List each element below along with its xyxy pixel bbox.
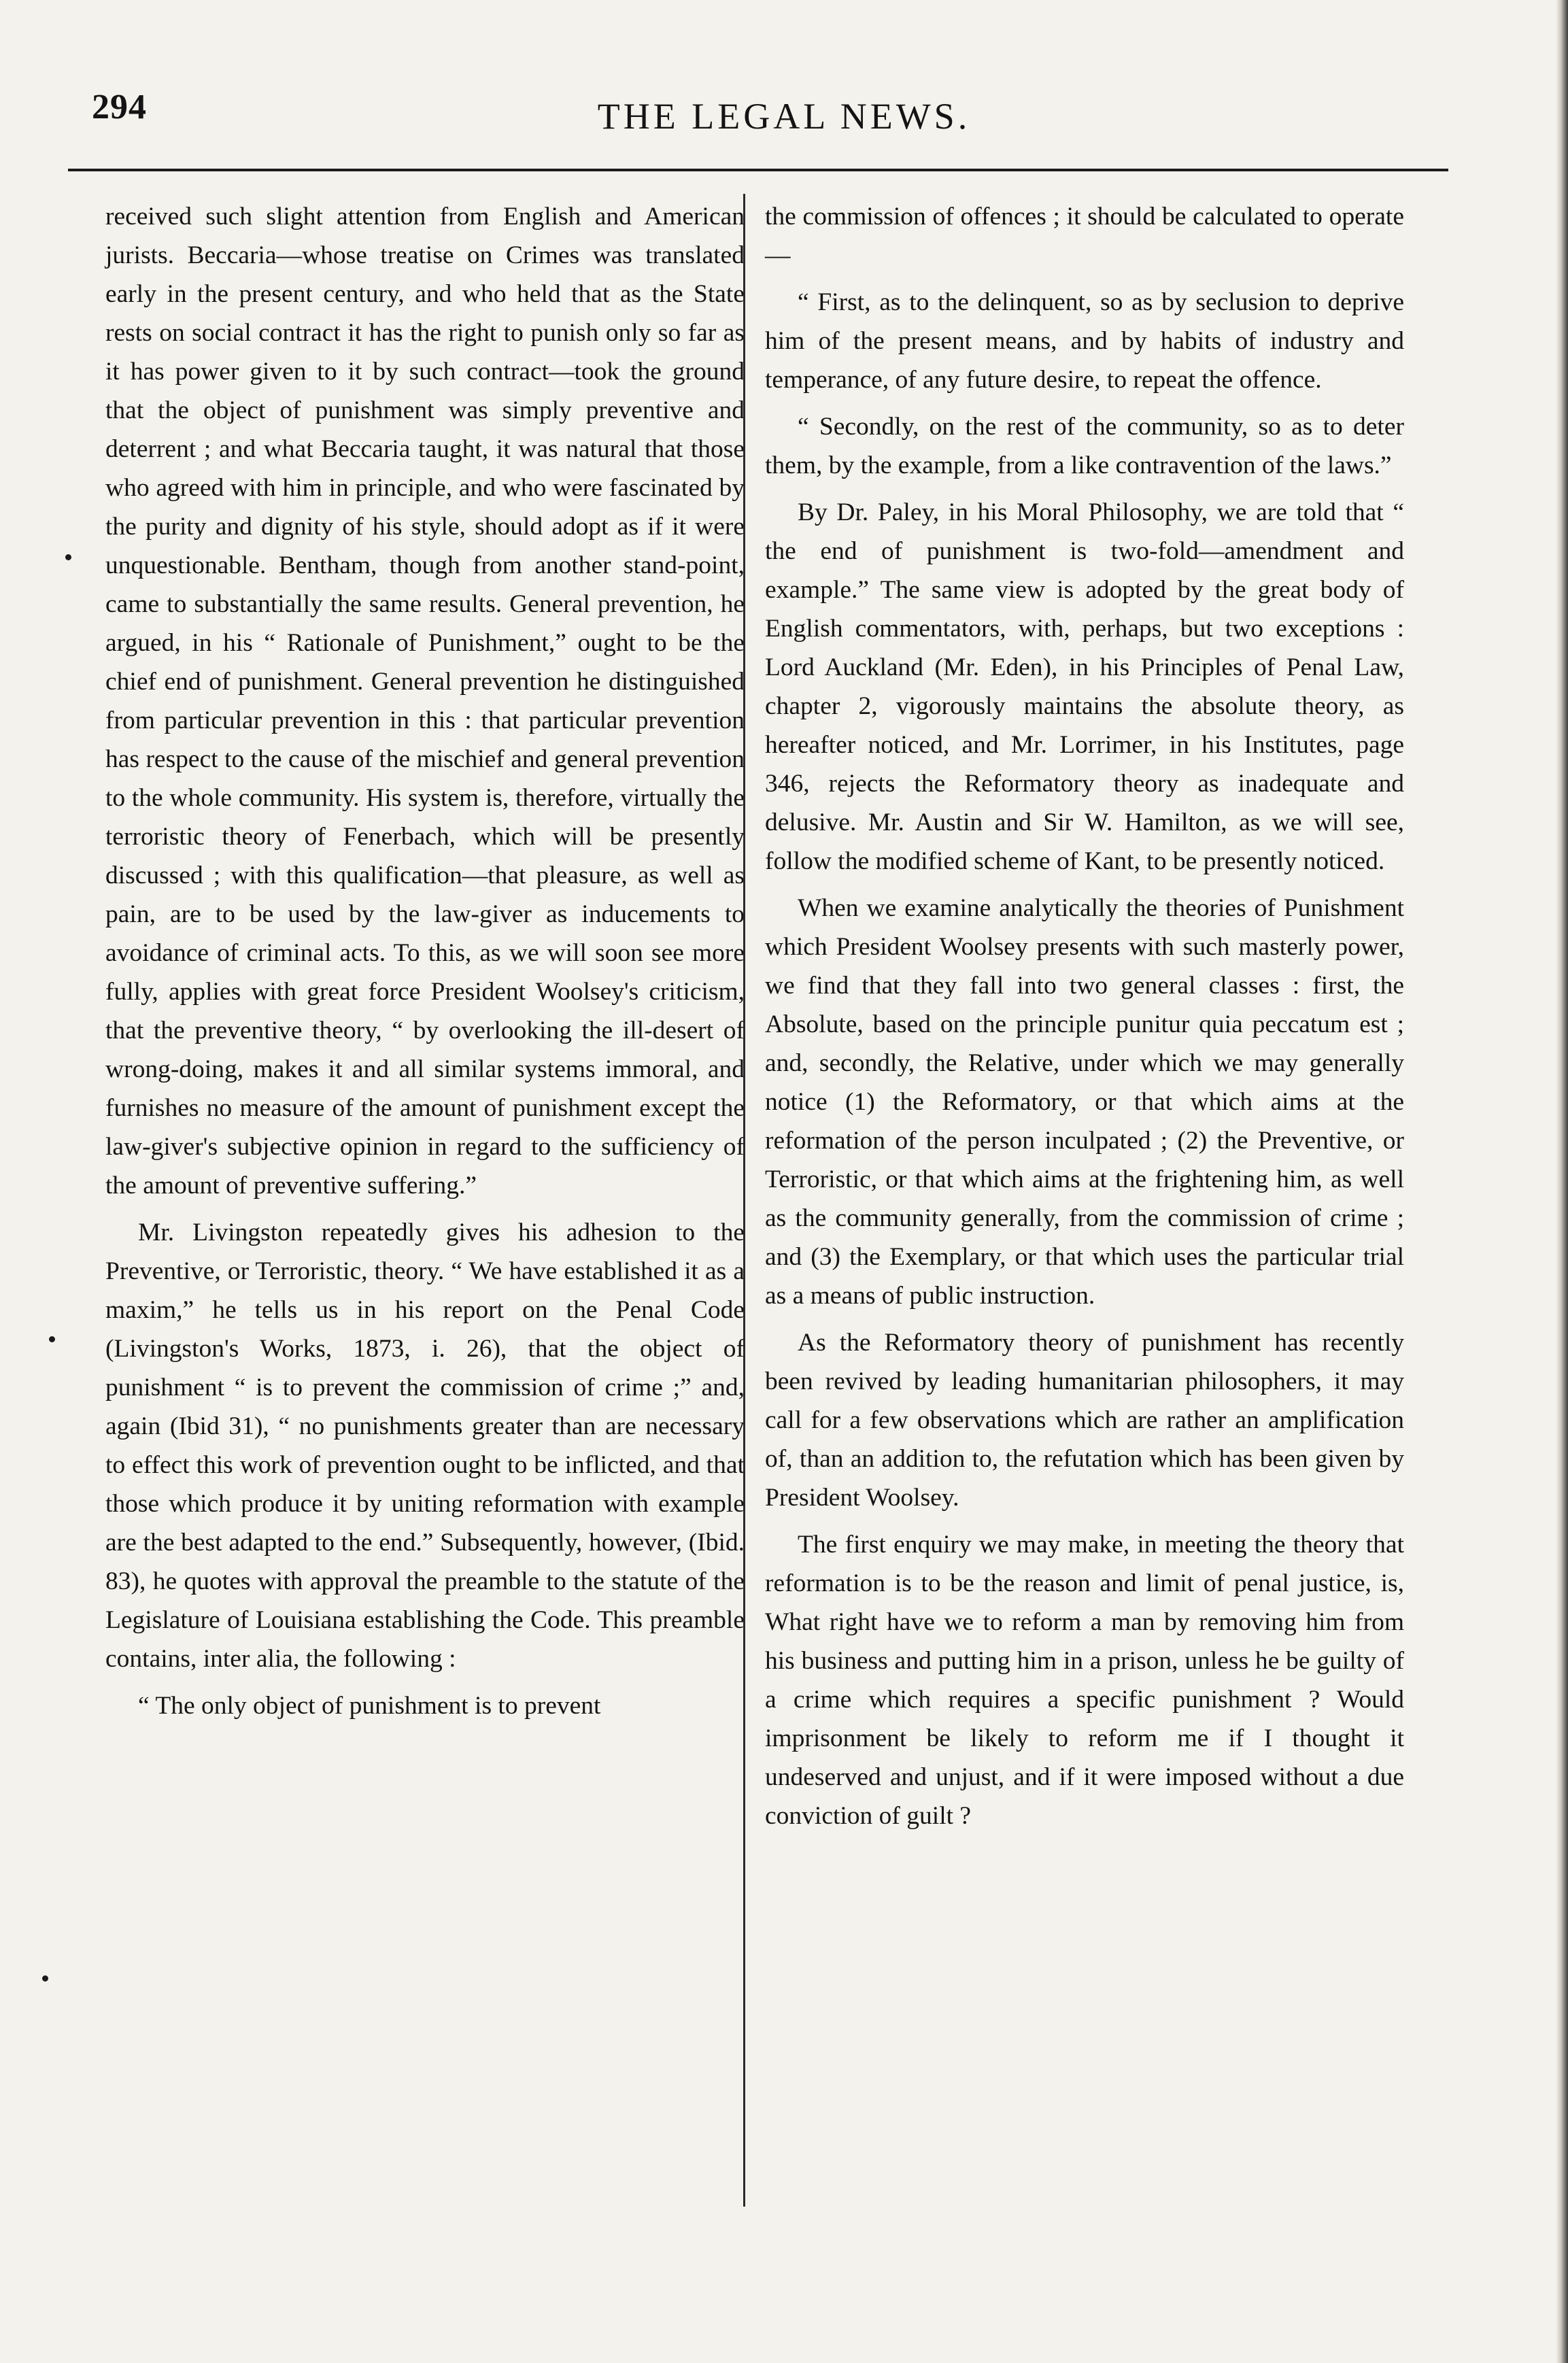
right-paragraph-1: the commission of offences ; it should be calculated to operate— [765, 203, 1404, 269]
page-edge-shadow [1556, 0, 1568, 2363]
page-number: 294 [92, 88, 147, 126]
running-title: THE LEGAL NEWS. [597, 96, 971, 137]
ink-speck [42, 1975, 48, 1982]
right-paragraph-2: “ First, as to the delinquent, so as by seclusion to deprive him of the present means, and by habits of industry and temperance, of any future desire, to repeat the offence. [765, 288, 1404, 394]
left-paragraph-2: Mr. Livingston repeatedly gives his adhesion to the Preventive, or Terroristic, theory. “ We have established it as a maxim,” he tells us in his report on the Penal Code (Livingston's Works, 1873, i. 26), that the object of punishment “ is to prevent the commission of crime ;” and, again (Ibid 31), “ no punishments greater than are necessary to effect this work of prevention ought to be inflicted, and that those which produce it by uniting reformation with example are the best adapted to the end.” Subsequently, however, (Ibid. 83), he quotes with approval the preamble to the statute of the Legislature of Louisiana establishing the Code. This preamble contains, inter alia, the following : [105, 1219, 745, 1673]
ink-speck [65, 554, 71, 560]
right-paragraph-7: The first enquiry we may make, in meeting the theory that reformation is to be the reason and limit of penal justice, is, What right have we to reform a man by removing him from his business and putting him in a prison, unless he be guilty of a crime which requires a specific punishment ? Would imprisonment be likely to reform me if I thought it undeserved and unjust, and if it were imposed without a due conviction of guilt ? [765, 1531, 1404, 1830]
right-paragraph-3: “ Secondly, on the rest of the community, so as to deter them, by the example, from a like contravention of the laws.” [765, 413, 1404, 479]
header-rule [68, 169, 1448, 171]
ink-speck [49, 1336, 55, 1342]
right-paragraph-4: By Dr. Paley, in his Moral Philosophy, we are told that “ the end of punishment is two-fold—amendment and example.” The same view is adopted by the great body of English commentators, with, perhaps, but two exceptions : Lord Auckland (Mr. Eden), in his Principles of Penal Law, chapter 2, vigorously maintains the absolute theory, as hereafter noticed, and Mr. Lorrimer, in his Institutes, page 346, rejects the Reformatory theory as inadequate and delusive. Mr. Austin and Sir W. Hamilton, as we will see, follow the modified scheme of Kant, to be presently noticed. [765, 498, 1404, 875]
right-column [765, 197, 1404, 1835]
column-divider [743, 194, 745, 2207]
right-paragraph-5: When we examine analytically the theories of Punishment which President Woolsey presents with such masterly power, we find that they fall into two general classes : first, the Absolute, based on the principle punitur quia peccatum est ; and, secondly, the Relative, under which we may generally notice (1) the Reformatory, or that which aims at the reformation of the person inculpated ; (2) the Preventive, or Terroristic, or that which aims at the frightening him, as well as the community generally, from the commission of crime ; and (3) the Exemplary, or that which uses the particular trial as a means of public instruction. [765, 894, 1404, 1310]
left-column [105, 197, 745, 1725]
right-paragraph-6: As the Reformatory theory of punishment has recently been revived by leading humanitarian philosophers, it may call for a few observations which are rather an amplification of, than an addition to, the refutation which has been given by President Woolsey. [765, 1329, 1404, 1512]
left-paragraph-1: received such slight attention from English and American jurists. Beccaria—whose treatise on Crimes was translated early in the present century, and who held that as the State rests on social contract it has the right to punish only so far as it has power given to it by such contract—took the ground that the object of punishment was simply preventive and deterrent ; and what Beccaria taught, it was natural that those who agreed with him in principle, and who were fascinated by the purity and dignity of his style, should adopt as if it were unquestionable. Bentham, though from another stand-point, came to substantially the same results. General prevention, he argued, in his “ Rationale of Punishment,” ought to be the chief end of punishment. General prevention he distinguished from particular prevention in this : that particular prevention has respect to the cause of the mischief and general prevention to the whole community. His system is, therefore, virtually the terroristic theory of Fenerbach, which will be presently discussed ; with this qualification—that pleasure, as well as pain, are to be used by the law-giver as inducements to avoidance of criminal acts. To this, as we will soon see more fully, applies with great force President Woolsey's criticism, that the preventive theory, “ by overlooking the ill-desert of wrong-doing, makes it and all similar systems immoral, and furnishes no measure of the amount of punishment except the law-giver's subjective opinion in regard to the sufficiency of the amount of preventive suffering.” [105, 203, 745, 1200]
left-paragraph-3: “ The only object of punishment is to prevent [138, 1692, 601, 1720]
